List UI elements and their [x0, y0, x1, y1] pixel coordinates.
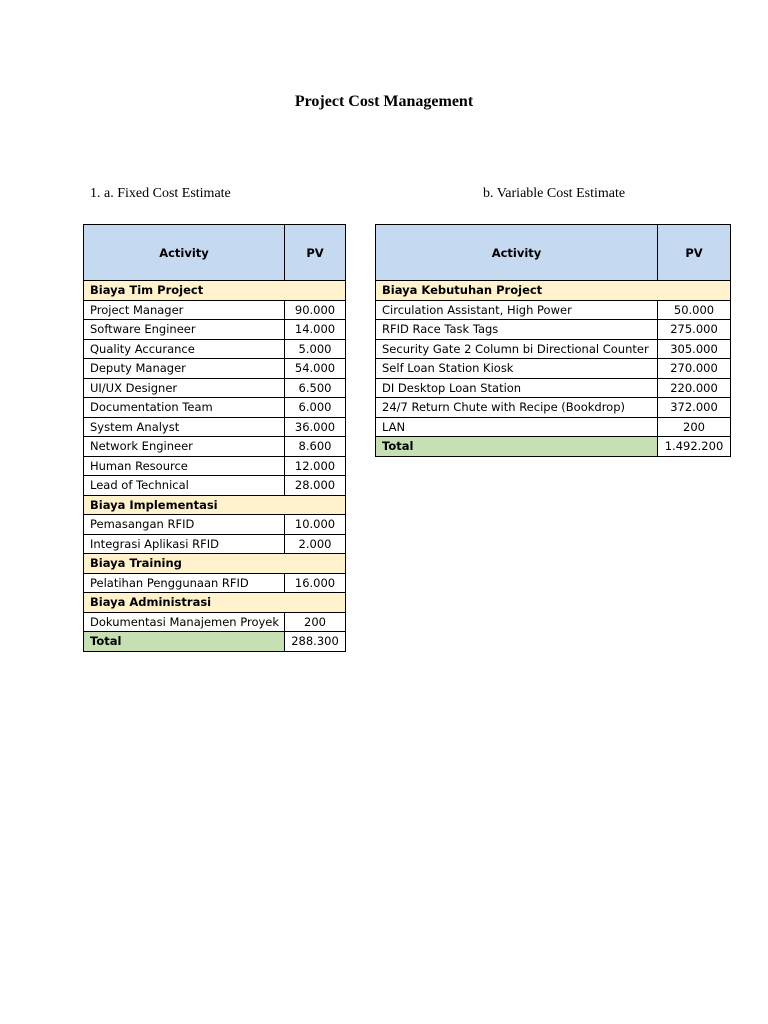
table-row [84, 417, 346, 437]
pv-cell: 275.000 [658, 320, 731, 340]
pv-cell: 6.500 [285, 378, 346, 398]
pv-cell: 90.000 [285, 300, 346, 320]
category-label: Biaya Implementasi [84, 495, 346, 515]
total-value: 1.492.200 [658, 437, 731, 457]
total-value: 288.300 [285, 632, 346, 652]
pv-cell: 8.600 [285, 437, 346, 457]
pv-cell: 372.000 [658, 398, 731, 418]
activity-cell: Software Engineer [84, 320, 285, 340]
table-row [376, 320, 731, 340]
table-row [376, 359, 731, 379]
pv-cell: 2.000 [285, 534, 346, 554]
activity-cell: Pelatihan Penggunaan RFID [84, 573, 285, 593]
activity-cell: Documentation Team [84, 398, 285, 418]
table-row [84, 300, 346, 320]
activity-cell: Integrasi Aplikasi RFID [84, 534, 285, 554]
activity-cell: Project Manager [84, 300, 285, 320]
pv-cell: 200 [285, 612, 346, 632]
pv-header: PV [658, 225, 731, 281]
activity-cell: System Analyst [84, 417, 285, 437]
pv-cell: 305.000 [658, 339, 731, 359]
activity-cell: Network Engineer [84, 437, 285, 457]
activity-cell: DI Desktop Loan Station [376, 378, 658, 398]
pv-cell: 6.000 [285, 398, 346, 418]
table-row [84, 339, 346, 359]
total-row [376, 437, 731, 457]
activity-cell: Lead of Technical [84, 476, 285, 496]
table-row [376, 398, 731, 418]
pv-cell: 220.000 [658, 378, 731, 398]
fixed-cost-subtitle: 1. a. Fixed Cost Estimate [90, 186, 231, 201]
pv-cell: 270.000 [658, 359, 731, 379]
page-title: Project Cost Management [294, 93, 474, 110]
variable-cost-subtitle: b. Variable Cost Estimate [483, 186, 626, 201]
category-label: Biaya Training [84, 554, 346, 574]
table-row [84, 378, 346, 398]
table-row [376, 339, 731, 359]
category-label: Biaya Kebutuhan Project [376, 281, 731, 301]
table-row [84, 612, 346, 632]
activity-cell: Human Resource [84, 456, 285, 476]
table-row [376, 378, 731, 398]
fixed-cost-table [83, 224, 346, 652]
table-row [84, 534, 346, 554]
header-row [376, 225, 731, 281]
category-row [84, 554, 346, 574]
category-row [84, 281, 346, 301]
activity-cell: UI/UX Designer [84, 378, 285, 398]
category-label: Biaya Administrasi [84, 593, 346, 613]
pv-cell: 50.000 [658, 300, 731, 320]
table-row [84, 573, 346, 593]
pv-cell: 16.000 [285, 573, 346, 593]
pv-header: PV [285, 225, 346, 281]
activity-cell: Pemasangan RFID [84, 515, 285, 535]
table-row [376, 300, 731, 320]
activity-cell: LAN [376, 417, 658, 437]
table-row [84, 437, 346, 457]
pv-cell: 28.000 [285, 476, 346, 496]
table-row [84, 359, 346, 379]
variable-cost-table [375, 224, 731, 457]
activity-cell: Quality Accurance [84, 339, 285, 359]
total-label: Total [84, 632, 285, 652]
activity-header: Activity [376, 225, 658, 281]
table-row [84, 320, 346, 340]
activity-cell: Dokumentasi Manajemen Proyek [84, 612, 285, 632]
table-row [84, 515, 346, 535]
total-label: Total [376, 437, 658, 457]
category-label: Biaya Tim Project [84, 281, 346, 301]
activity-cell: Deputy Manager [84, 359, 285, 379]
header-row [84, 225, 346, 281]
pv-cell: 14.000 [285, 320, 346, 340]
pv-cell: 200 [658, 417, 731, 437]
pv-cell: 5.000 [285, 339, 346, 359]
table-row [84, 456, 346, 476]
category-row [376, 281, 731, 301]
pv-cell: 10.000 [285, 515, 346, 535]
pv-cell: 12.000 [285, 456, 346, 476]
pv-cell: 54.000 [285, 359, 346, 379]
activity-cell: 24/7 Return Chute with Recipe (Bookdrop) [376, 398, 658, 418]
activity-cell: RFID Race Task Tags [376, 320, 658, 340]
table-row [84, 476, 346, 496]
category-row [84, 495, 346, 515]
activity-cell: Circulation Assistant, High Power [376, 300, 658, 320]
pv-cell: 36.000 [285, 417, 346, 437]
table-row [376, 417, 731, 437]
activity-header: Activity [84, 225, 285, 281]
category-row [84, 593, 346, 613]
total-row [84, 632, 346, 652]
activity-cell: Security Gate 2 Column bi Directional Counter [376, 339, 658, 359]
table-row [84, 398, 346, 418]
activity-cell: Self Loan Station Kiosk [376, 359, 658, 379]
